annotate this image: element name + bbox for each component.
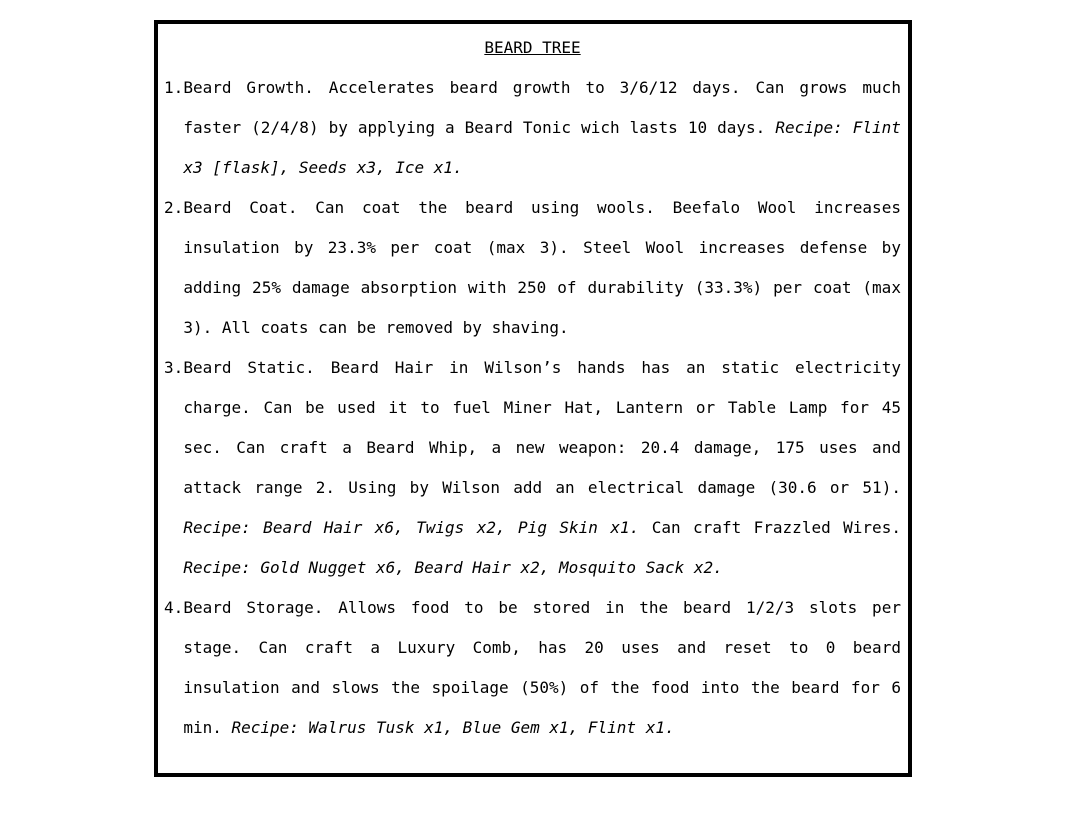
document-content: [164, 24, 901, 748]
list-item: [164, 188, 901, 348]
beard-tree-list: [164, 68, 901, 748]
recipe-text: Recipe: Flint x3 [flask], Seeds x3, Ice x1.: [183, 118, 901, 177]
list-item: [164, 588, 901, 748]
item-text: 4.Beard Storage. Allows food to be stored in the beard 1/2/3 slots per stage. Can craft a Luxury Comb, has 20 uses and reset to 0 beard insulation and slows the spoilage (50%) of the food into the beard for 6 min.: [164, 598, 901, 737]
document-frame: [154, 20, 912, 777]
item-text: 2.Beard Coat. Can coat the beard using wools. Beefalo Wool increases insulation by 23.3% per coat (max 3). Steel Wool increases defense by adding 25% damage absorption with 250 of durability (33.3%) per coat (max 3). All coats can be removed by shaving.: [164, 198, 901, 337]
list-item: [164, 348, 901, 588]
page-title: BEARD TREE: [484, 38, 581, 57]
item-text: 3.Beard Static. Beard Hair in Wilson’s hands has an static electricity charge. Can be used it to fuel Miner Hat, Lantern or Table Lamp for 45 sec. Can craft a Beard Whip, a new weapon: 20.4 damage, 175 uses and attack range 2. Using by Wilson add an electrical damage (30.6 or 51).: [164, 358, 901, 497]
item-text: 1.Beard Growth. Accelerates beard growth to 3/6/12 days. Can grows much faster (2/4/8) by applying a Beard Tonic wich lasts 10 days.: [164, 78, 901, 137]
recipe-text: Recipe: Gold Nugget x6, Beard Hair x2, Mosquito Sack x2.: [183, 558, 723, 577]
recipe-text: Recipe: Beard Hair x6, Twigs x2, Pig Skin x1.: [183, 518, 640, 537]
item-text: Can craft Frazzled Wires.: [639, 518, 901, 537]
recipe-text: Recipe: Walrus Tusk x1, Blue Gem x1, Flint x1.: [231, 718, 675, 737]
list-item: [164, 68, 901, 188]
